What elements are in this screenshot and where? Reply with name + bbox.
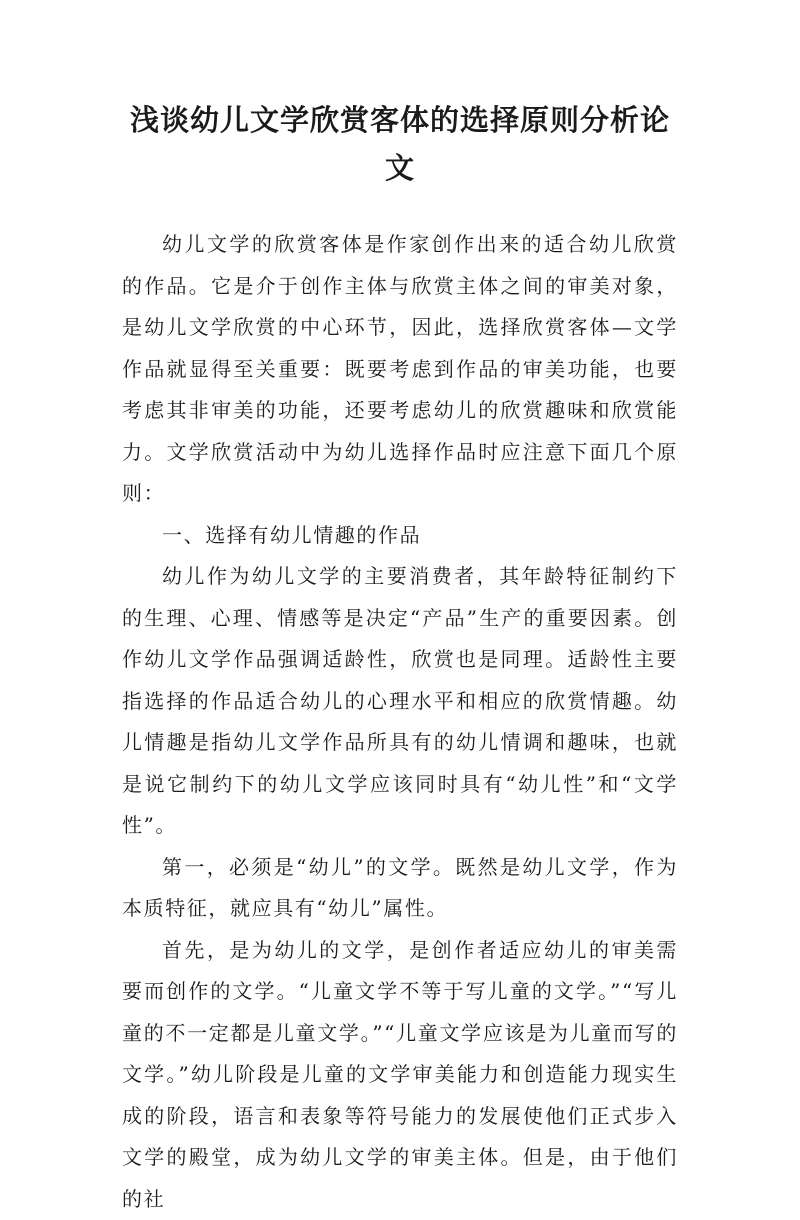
section-heading: 一、选择有幼儿情趣的作品 <box>122 515 678 557</box>
paragraph: 幼儿作为幼儿文学的主要消费者，其年龄特征制约下的生理、心理、情感等是决定“产品”生产的重要因素。创作幼儿文学作品强调适龄性，欣赏也是同理。适龄性主要指选择的作品适合幼儿的心理水平和相应的欣赏情趣。幼儿情趣是指幼儿文学作品所具有的幼儿情调和趣味，也就是说它制约下的幼儿文学应该同时具有“幼儿性”和“文学性”。 <box>122 556 678 847</box>
document-body <box>122 224 678 1220</box>
document-title: 浅谈幼儿文学欣赏客体的选择原则分析论文 <box>120 96 680 192</box>
paragraph-intro: 幼儿文学的欣赏客体是作家创作出来的适合幼儿欣赏的作品。它是介于创作主体与欣赏主体之间的审美对象，是幼儿文学欣赏的中心环节，因此，选择欣赏客体—文学作品就显得至关重要：既要考虑到作品的审美功能，也要考虑其非审美的功能，还要考虑幼儿的欣赏趣味和欣赏能力。文学欣赏活动中为幼儿选择作品时应注意下面几个原则： <box>122 224 678 515</box>
paragraph: 首先，是为幼儿的文学，是创作者适应幼儿的审美需要而创作的文学。“儿童文学不等于写儿童的文学。”“写儿童的不一定都是儿童文学。”“儿童文学应该是为儿童而写的文学。”幼儿阶段是儿童的文学审美能力和创造能力现实生成的阶段，语言和表象等符号能力的发展使他们正式步入文学的殿堂，成为幼儿文学的审美主体。但是，由于他们的社 <box>122 930 678 1220</box>
paragraph: 第一，必须是“幼儿”的文学。既然是幼儿文学，作为本质特征，就应具有“幼儿”属性。 <box>122 847 678 930</box>
